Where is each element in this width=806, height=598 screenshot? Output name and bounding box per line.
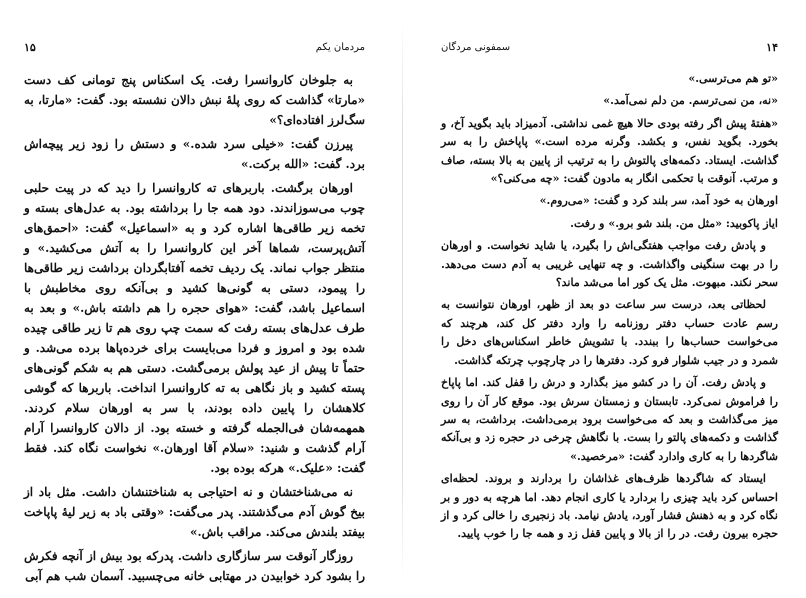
paragraph: اورهان برگشت. باربرهای ته کاروانسرا را دید که در پیت حلبی چوب می‌سوزاندند. دود همه جا را برداشته بود. به عدل‌های بسته و تخمه زیر طاقی‌ها اشاره کرد و به «اسماعیل» گفت: «احمق‌های آتش‌پرست، شماها آخر این کاروانسرا را به آتش می‌کشید.» و منتظر جواب نماند. یک ردیف تخمه آفتابگردان برداشت زیر طاقی‌ها را پیمود، دستی به گونی‌ها کشید و بی‌آنکه روی مخاطبش با اسماعیل باشد، گفت: «هوای حجره را هم داشته باش.» و بعد به طرف عدل‌های بسته رفت که سمت چپ روی هم تا زیر طاقی چیده شده بود و امروز و فردا می‌بایست برای خرده‌پاها برده می‌شد. و حتماً تا پیش از عید پولش برمی‌گشت. دستی هم به شکم گونی‌های پسته کشید و باز نگاهی به ته کاروانسرا انداخت. باربرها که گوشی کلاهشان را پایین داده بودند، با سر به اورهان سلام کردند. همهمه‌شان فی‌الجمله گرفته و خسته بود. از دالان کاروانسرا آرام آرام گذشت و شنید: «سلام آقا اورهان.» نخواست نگاه کند. فقط گفت: «علیک.» هرکه بوده بود.: [24, 181, 366, 475]
left-page-body: [24, 70, 365, 586]
page-number: ۱۴: [766, 40, 778, 54]
paragraph: اورهان به خود آمد، سر بلند کرد و گفت: «می‌روم.»: [539, 194, 778, 208]
paragraph: «نه، من نمی‌ترسم. من دلم نمی‌آمد.»: [603, 94, 778, 108]
paragraph: «تو هم می‌ترسی.»: [688, 72, 778, 85]
paragraph: و پادش رفت مواجب هفتگی‌اش را بگیرد، یا شاید نخواست. و اورهان را در بهت سنگینی واگذاشت. و چه تنهایی غریبی به آدم دست می‌دهد. سحر نکند. مبهوت. مثل یک کور اما می‌شد ماند؟: [441, 239, 778, 290]
page-number: ۱۵: [24, 40, 36, 54]
paragraph: «هفتهٔ پیش اگر رفته بودی حالا هیچ غمی نداشتی. آدمیزاد باید بگوید آخ، و بخورد. بگوید نفس، و بکشد. وگرنه مرده است.» پاپاخش را به سر گذاشت. ایستاد. دکمه‌های پالتوش را به ترتیب از پایین به بالا بسته، صاف و مرتب. آنوقت با تحکمی انگار به مادون گفت: «چه می‌کنی؟»: [441, 116, 778, 186]
paragraph: روزگار آنوقت سر سازگاری داشت. پدرکه بود بیش از آنچه فکرش را بشود کرد خوابیدن در مهتابی خانه می‌چسبید. آسمان شب هم آبی: [24, 549, 365, 583]
paragraph: به جلوخان کاروانسرا رفت. یک اسکناس پنج تومانی کف دست «مارتا» گذاشت که روی پلهٔ نبش دالان نشسته بود. گفت: «مارتا، به سگ‌لرز افتاده‌ای؟»: [24, 73, 365, 127]
paragraph: و پادش رفت. آن را در کشو میز بگذارد و درش را قفل کند. اما پاپاخ را فراموش نمی‌کرد. تابستان و زمستان سرش بود. موقع کار آن را روی میز می‌گذاشت و بعد که می‌خواست برود برمی‌داشت. برداشت، به سر گذاشت و دکمه‌های پالتو را بست. با نگاهش چرخی در حجره زد و بی‌آنکه شاگردها را به کاری وادارد گفت: «مرخصید.»: [441, 376, 778, 463]
running-title: سمفونی مردگان: [441, 41, 511, 53]
right-page-header: [441, 38, 778, 56]
running-title: مردمان یکم: [315, 41, 365, 53]
right-page: [403, 0, 806, 598]
paragraph: ایستاد که شاگردها ظرف‌های غذاشان را بردارند و بروند. لحظه‌ای احساس کرد باید چیزی را بردارد یا کاری انجام دهد. اما هرچه به دور و بر نگاه کرد و به ذهنش فشار آورد، یادش نیامد. باد زنجیری را خالی کرد و از حجره بیرون رفت. در را از بالا و پایین قفل زد و همه جا را خوب پایید.: [441, 472, 778, 541]
right-page-body: [441, 70, 778, 544]
left-page-header: [24, 38, 365, 56]
paragraph: ایاز پاکوبید: «مثل من. بلند شو برو.» و رفت.: [570, 216, 778, 230]
paragraph: پیرزن گفت: «خیلی سرد شده.» و دستش را زود زیر پیچه‌اش برد. گفت: «الله برکت.»: [24, 137, 365, 171]
paragraph: نه می‌شناختشان و نه احتیاجی به شناختنشان داشت. مثل باد از بیخ گوش آدم می‌گذشتند. پدر می‌گفت: «وقتی باد به زیر لیهٔ پاپاخت بیفتد بلندش می‌کند. مراقب باش.»: [24, 485, 365, 539]
paragraph: لحظاتی بعد، درست سر ساعت دو بعد از ظهر، اورهان نتوانست به رسم عادت حساب دفتر روزنامه را وارد دفتر کل کند، هرچند که می‌خواست حساب‌ها را ببندد. با تشویش خاطر اسکناس‌های دخل را شمرد و در جیب شلوار فرو کرد. دفترها را در چارچوب چرتکه گذاشت.: [441, 298, 778, 367]
